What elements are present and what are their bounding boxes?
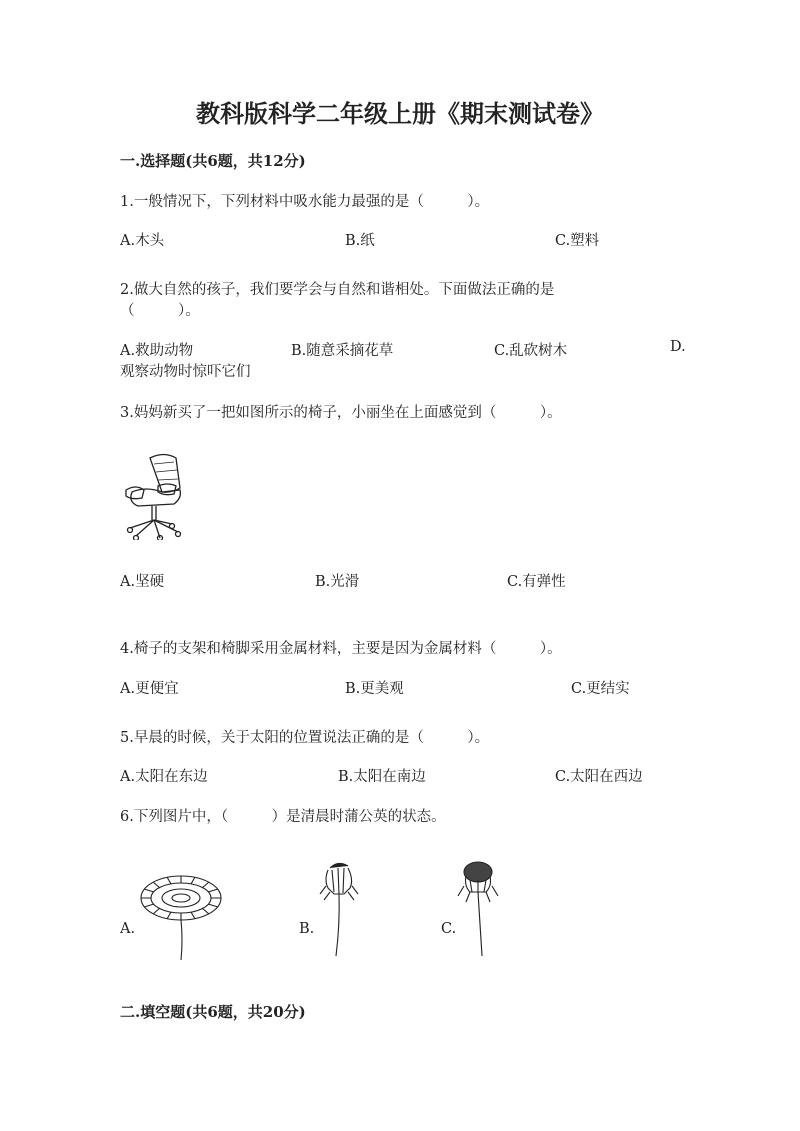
q4-option-b: B.更美观 [345, 681, 404, 697]
office-chair-image [122, 452, 184, 540]
question-5: 5.早晨的时候，关于太阳的位置说法正确的是（ ）。 [120, 730, 490, 746]
q2-option-c: C.乱砍树木 [494, 343, 568, 359]
q6-option-a: A. [120, 921, 136, 937]
q2-option-b: B.随意采摘花草 [291, 343, 394, 359]
q5-option-b: B.太阳在南边 [338, 769, 426, 785]
question-1: 1.一般情况下，下列材料中吸水能力最强的是（ ）。 [120, 194, 490, 210]
q6-option-b: B. [299, 921, 315, 937]
question-6: 6.下列图片中，（ ）是清晨时蒲公英的状态。 [120, 809, 446, 825]
question-2-line-1: 2.做大自然的孩子，我们要学会与自然和谐相处。下面做法正确的是 [120, 282, 555, 298]
question-3: 3.妈妈新买了一把如图所示的椅子，小丽坐在上面感觉到（ ）。 [120, 405, 562, 421]
q4-option-c: C.更结实 [571, 681, 630, 697]
question-4: 4.椅子的支架和椅脚采用金属材料，主要是因为金属材料（ ）。 [120, 641, 562, 657]
question-2-line-2: （ ）。 [120, 303, 200, 319]
q3-option-c: C.有弹性 [507, 574, 566, 590]
q5-option-c: C.太阳在西边 [555, 769, 643, 785]
dandelion-closed-image [316, 858, 362, 958]
q2-option-d-text: 观察动物时惊吓它们 [120, 364, 251, 380]
page-title: 教科版科学二年级上册《期末测试卷》 [196, 99, 604, 128]
q3-option-a: A.坚硬 [120, 574, 165, 590]
q1-option-c: C.塑料 [555, 233, 600, 249]
q2-option-a: A.救助动物 [120, 343, 194, 359]
q1-option-b: B.纸 [345, 233, 375, 249]
q6-option-c: C. [441, 921, 457, 937]
dandelion-seedhead-image [456, 858, 502, 958]
section-2-heading: 二.填空题(共6题，共20分) [120, 1003, 306, 1021]
q3-option-b: B.光滑 [315, 574, 360, 590]
section-1-heading: 一.选择题(共6题，共12分) [120, 152, 306, 170]
q5-option-a: A.太阳在东边 [120, 769, 208, 785]
q4-option-a: A.更便宜 [120, 681, 179, 697]
q2-option-d: D. [670, 339, 686, 355]
q1-option-a: A.木头 [120, 233, 165, 249]
dandelion-open-image [136, 862, 226, 962]
